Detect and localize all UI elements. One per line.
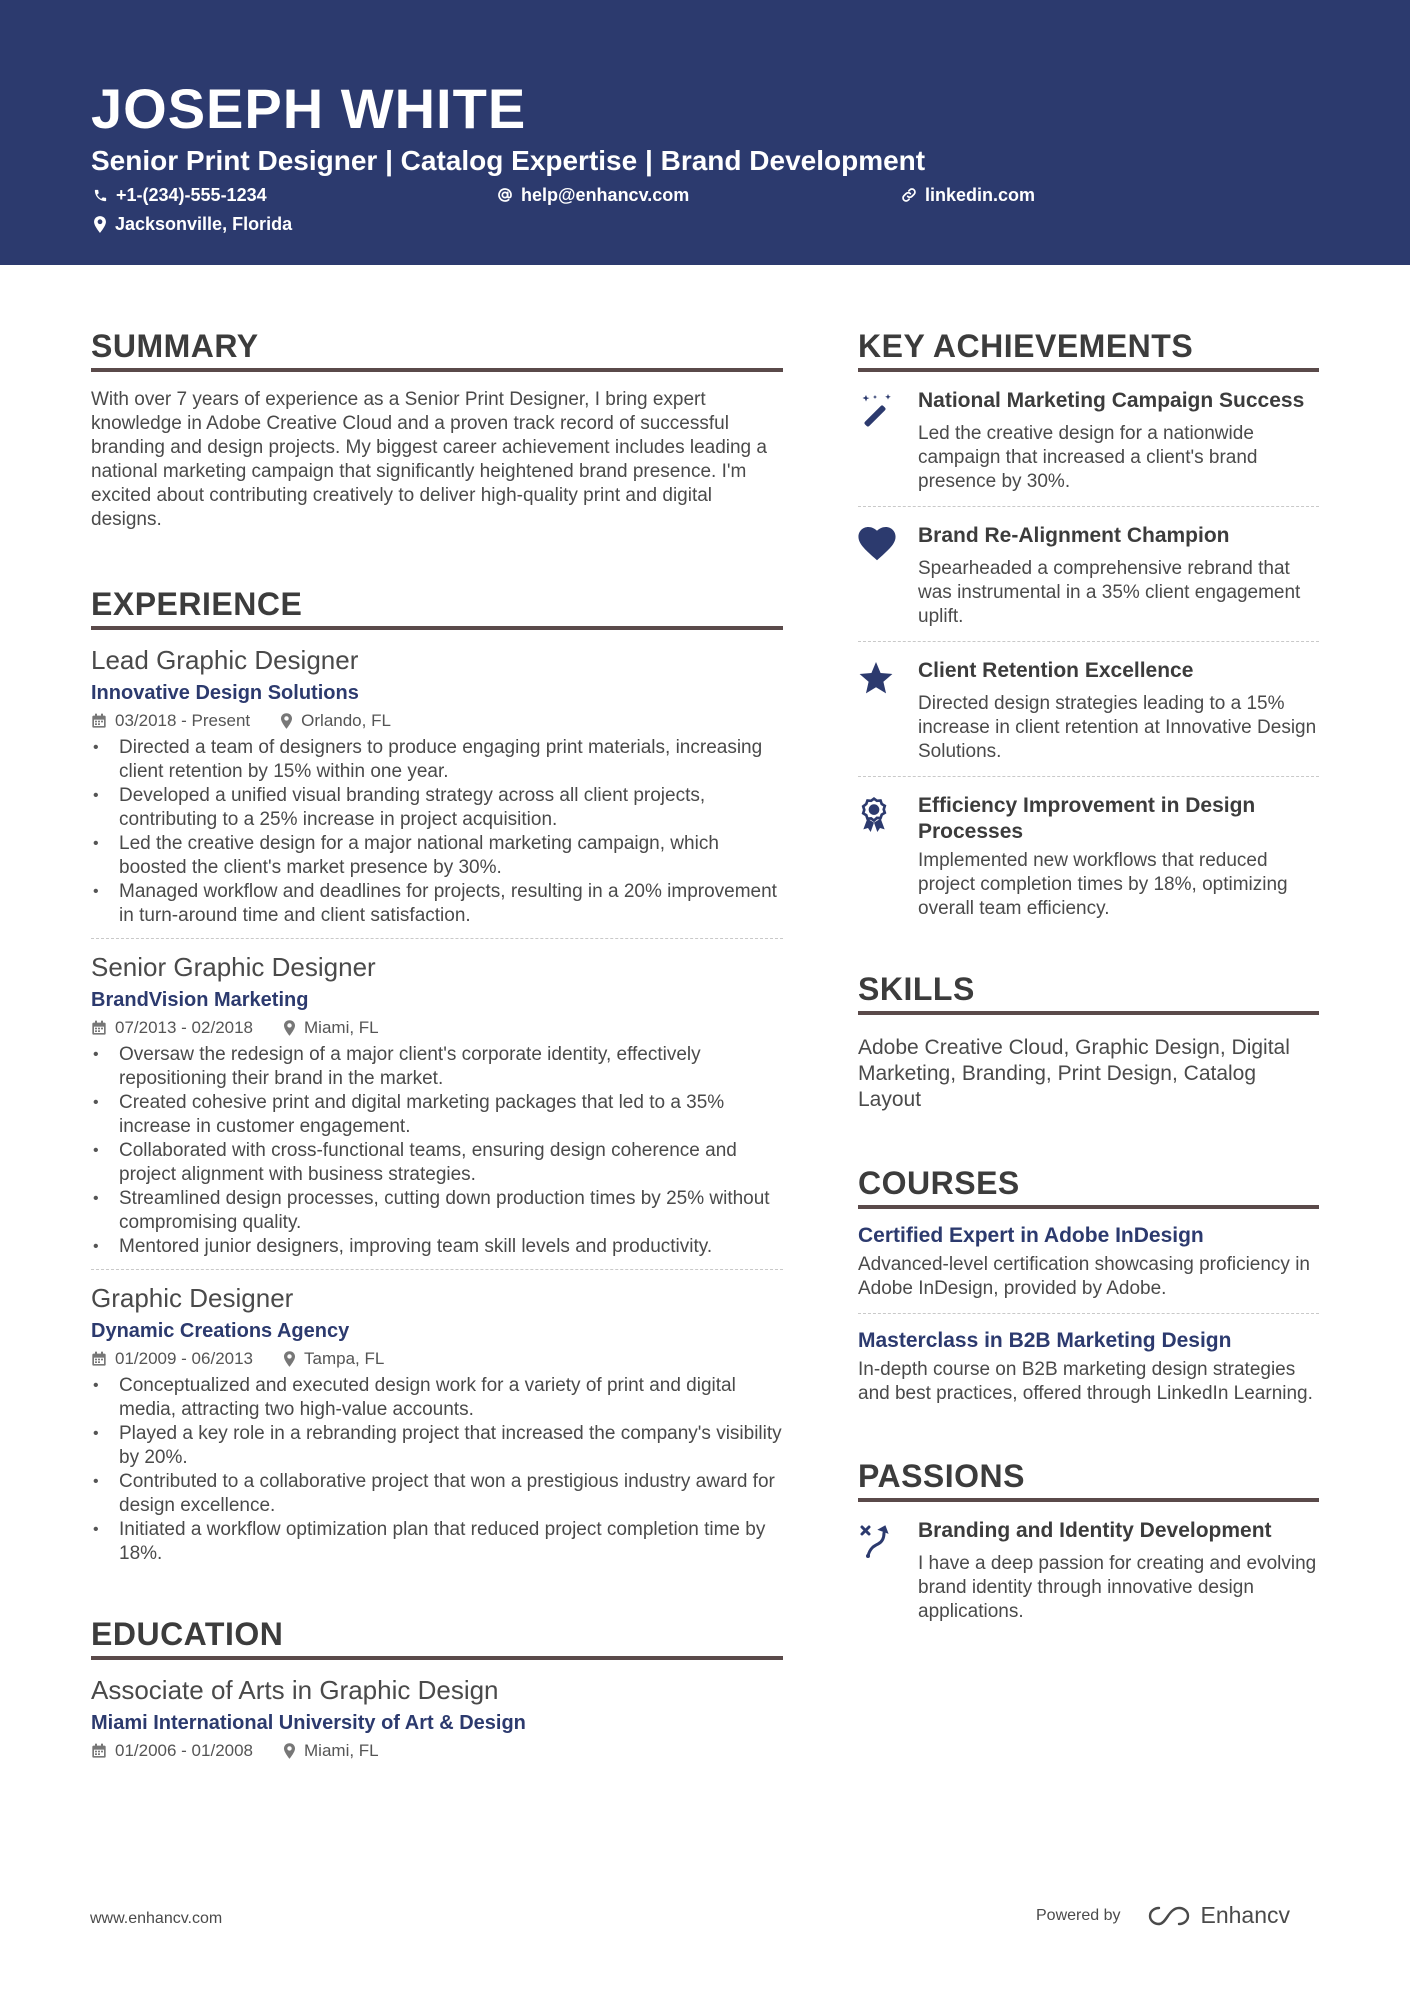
calendar-icon	[91, 1743, 107, 1759]
education-location: Miami, FL	[304, 1741, 379, 1760]
job-meta	[91, 710, 783, 732]
divider	[858, 1313, 1319, 1314]
divider	[858, 641, 1319, 642]
achievements-heading: KEY ACHIEVEMENTS	[858, 326, 1319, 372]
summary-text: With over 7 years of experience as a Senior Print Designer, I bring expert knowledge in Adobe Creative Cloud and a proven track record of successful branding and design projects. My biggest career achievement includes leading a national marketing campaign that significantly heightened brand presence. I'm excited about contributing creatively to deliver high-quality print and digital designs.	[91, 389, 767, 530]
linkedin-text: linkedin.com	[925, 185, 1036, 205]
job-location: Miami, FL	[304, 1018, 379, 1037]
candidate-name: JOSEPH WHITE	[91, 77, 527, 140]
achievement-title: Brand Re-Alignment Champion	[918, 524, 1230, 547]
skills-section	[858, 969, 1319, 1113]
job-bullet: • Developed a unified visual branding strategy across all client projects, contributing to a 25% increase in project acquisition.	[91, 784, 783, 832]
course-item	[858, 1328, 1319, 1406]
courses-heading: COURSES	[858, 1163, 1319, 1209]
achievement-title: Client Retention Excellence	[918, 659, 1194, 682]
brand-name: Enhancv	[1200, 1902, 1291, 1928]
job-bullet: • Led the creative design for a major national marketing campaign, which boosted the client's market presence by 30%.	[91, 832, 783, 880]
achievement-item	[858, 523, 1319, 641]
candidate-tagline: Senior Print Designer | Catalog Expertise | Brand Development	[91, 145, 926, 176]
experience-section	[91, 584, 783, 1566]
location-pin-icon	[280, 713, 293, 729]
footer-website[interactable]: www.enhancv.com	[90, 1910, 223, 1927]
achievement-item	[858, 388, 1319, 506]
enhancv-logo-icon	[1147, 1904, 1193, 1928]
job-title: Graphic Designer	[91, 1283, 294, 1313]
experience-heading: EXPERIENCE	[91, 584, 783, 630]
education-section	[91, 1614, 783, 1762]
job-title: Senior Graphic Designer	[91, 952, 376, 982]
star-icon	[858, 662, 894, 696]
job-bullets	[91, 1043, 783, 1259]
course-desc: Advanced-level certification showcasing proficiency in Adobe InDesign, provided by Adobe.	[858, 1254, 1311, 1299]
location-text: Jacksonville, Florida	[115, 214, 293, 234]
course-title: Masterclass in B2B Marketing Design	[858, 1329, 1232, 1352]
education-heading: EDUCATION	[91, 1614, 783, 1660]
job-bullet: • Collaborated with cross-functional teams, ensuring design coherence and project alignment with business strategies.	[91, 1139, 783, 1187]
course-desc: In-depth course on B2B marketing design strategies and best practices, offered through LinkedIn Learning.	[858, 1359, 1313, 1404]
location-pin-icon	[93, 216, 107, 233]
phone-icon	[93, 188, 108, 203]
contact-location	[93, 213, 292, 235]
achievement-title: Efficiency Improvement in Design Processes	[918, 794, 1256, 843]
course-title: Certified Expert in Adobe InDesign	[858, 1224, 1204, 1247]
passion-title: Branding and Identity Development	[918, 1519, 1272, 1542]
job-dates: 01/2009 - 06/2013	[115, 1349, 254, 1368]
job-bullet: • Mentored junior designers, improving team skill levels and productivity.	[91, 1235, 783, 1259]
job-bullet: • Streamlined design processes, cutting down production times by 25% without compromising quality.	[91, 1187, 783, 1235]
link-icon	[901, 187, 917, 203]
achievement-desc: Implemented new workflows that reduced project completion times by 18%, optimizing overall team efficiency.	[918, 850, 1288, 919]
courses-section	[858, 1163, 1319, 1406]
powered-by-label: Powered by	[1036, 1906, 1121, 1924]
job-bullet: • Initiated a workflow optimization plan that reduced project completion time by 18%.	[91, 1518, 783, 1566]
route-icon	[858, 1522, 894, 1558]
job-title: Lead Graphic Designer	[91, 645, 359, 675]
job-location: Orlando, FL	[301, 711, 391, 730]
course-item	[858, 1223, 1319, 1313]
phone-text: +1-(234)-555-1234	[116, 185, 267, 205]
divider	[91, 938, 783, 939]
company-name: Dynamic Creations Agency	[91, 1320, 350, 1342]
passion-desc: I have a deep passion for creating and evolving brand identity through innovative design applications.	[918, 1553, 1317, 1622]
job-entry	[91, 1282, 783, 1566]
passions-section	[858, 1456, 1319, 1624]
summary-section	[91, 326, 783, 532]
divider	[858, 506, 1319, 507]
job-meta	[91, 1017, 783, 1039]
location-pin-icon	[283, 1743, 296, 1759]
achievement-desc: Led the creative design for a nationwide campaign that increased a client's brand presence by 30%.	[918, 423, 1258, 492]
education-dates: 01/2006 - 01/2008	[115, 1741, 254, 1760]
passion-item	[858, 1518, 1319, 1624]
job-location: Tampa, FL	[304, 1349, 385, 1368]
award-icon	[858, 797, 890, 835]
job-dates: 03/2018 - Present	[115, 711, 251, 730]
passions-heading: PASSIONS	[858, 1456, 1319, 1502]
job-bullet: • Created cohesive print and digital marketing packages that led to a 35% increase in customer engagement.	[91, 1091, 783, 1139]
footer-branding[interactable]	[1036, 1902, 1290, 1929]
magic-wand-icon	[858, 392, 894, 428]
achievements-section	[858, 326, 1319, 921]
degree-title: Associate of Arts in Graphic Design	[91, 1675, 499, 1705]
achievement-desc: Spearheaded a comprehensive rebrand that was instrumental in a 35% client engagement uplift.	[918, 558, 1301, 627]
job-bullet: • Contributed to a collaborative project that won a prestigious industry award for design excellence.	[91, 1470, 783, 1518]
job-entry	[91, 951, 783, 1269]
skills-heading: SKILLS	[858, 969, 1319, 1015]
job-bullet: • Directed a team of designers to produce engaging print materials, increasing client retention by 15% within one year.	[91, 736, 783, 784]
calendar-icon	[91, 1020, 107, 1036]
at-icon	[497, 187, 513, 203]
heart-icon	[858, 527, 896, 561]
education-meta	[91, 1740, 783, 1762]
company-name: BrandVision Marketing	[91, 989, 309, 1011]
right-column	[858, 326, 1319, 1624]
contact-phone[interactable]	[93, 184, 267, 206]
contact-email[interactable]	[497, 184, 689, 206]
left-column	[91, 326, 783, 1762]
location-pin-icon	[283, 1351, 296, 1367]
skills-list: Adobe Creative Cloud, Graphic Design, Digital Marketing, Branding, Print Design, Catalog Layout	[858, 1036, 1290, 1111]
job-bullet: • Played a key role in a rebranding project that increased the company's visibility by 20%.	[91, 1422, 783, 1470]
achievement-item	[858, 658, 1319, 776]
calendar-icon	[91, 713, 107, 729]
summary-heading: SUMMARY	[91, 326, 783, 372]
achievement-item	[858, 793, 1319, 921]
contact-linkedin[interactable]	[901, 184, 1035, 206]
achievement-desc: Directed design strategies leading to a 15% increase in client retention at Innovative Design Solutions.	[918, 693, 1317, 762]
job-entry	[91, 644, 783, 938]
job-bullets	[91, 1374, 783, 1566]
job-bullet: • Conceptualized and executed design work for a variety of print and digital media, attracting two high-value accounts.	[91, 1374, 783, 1422]
job-bullets	[91, 736, 783, 928]
resume-header	[0, 0, 1410, 265]
job-meta	[91, 1348, 783, 1370]
achievement-title: National Marketing Campaign Success	[918, 389, 1305, 412]
location-pin-icon	[283, 1020, 296, 1036]
email-text: help@enhancv.com	[521, 185, 690, 205]
company-name: Innovative Design Solutions	[91, 682, 359, 704]
calendar-icon	[91, 1351, 107, 1367]
divider	[858, 776, 1319, 777]
divider	[91, 1269, 783, 1270]
job-bullet: • Managed workflow and deadlines for projects, resulting in a 20% improvement in turn-around time and client satisfaction.	[91, 880, 783, 928]
school-name: Miami International University of Art & Design	[91, 1712, 526, 1734]
job-bullet: • Oversaw the redesign of a major client's corporate identity, effectively repositioning their brand in the market.	[91, 1043, 783, 1091]
job-dates: 07/2013 - 02/2018	[115, 1018, 254, 1037]
